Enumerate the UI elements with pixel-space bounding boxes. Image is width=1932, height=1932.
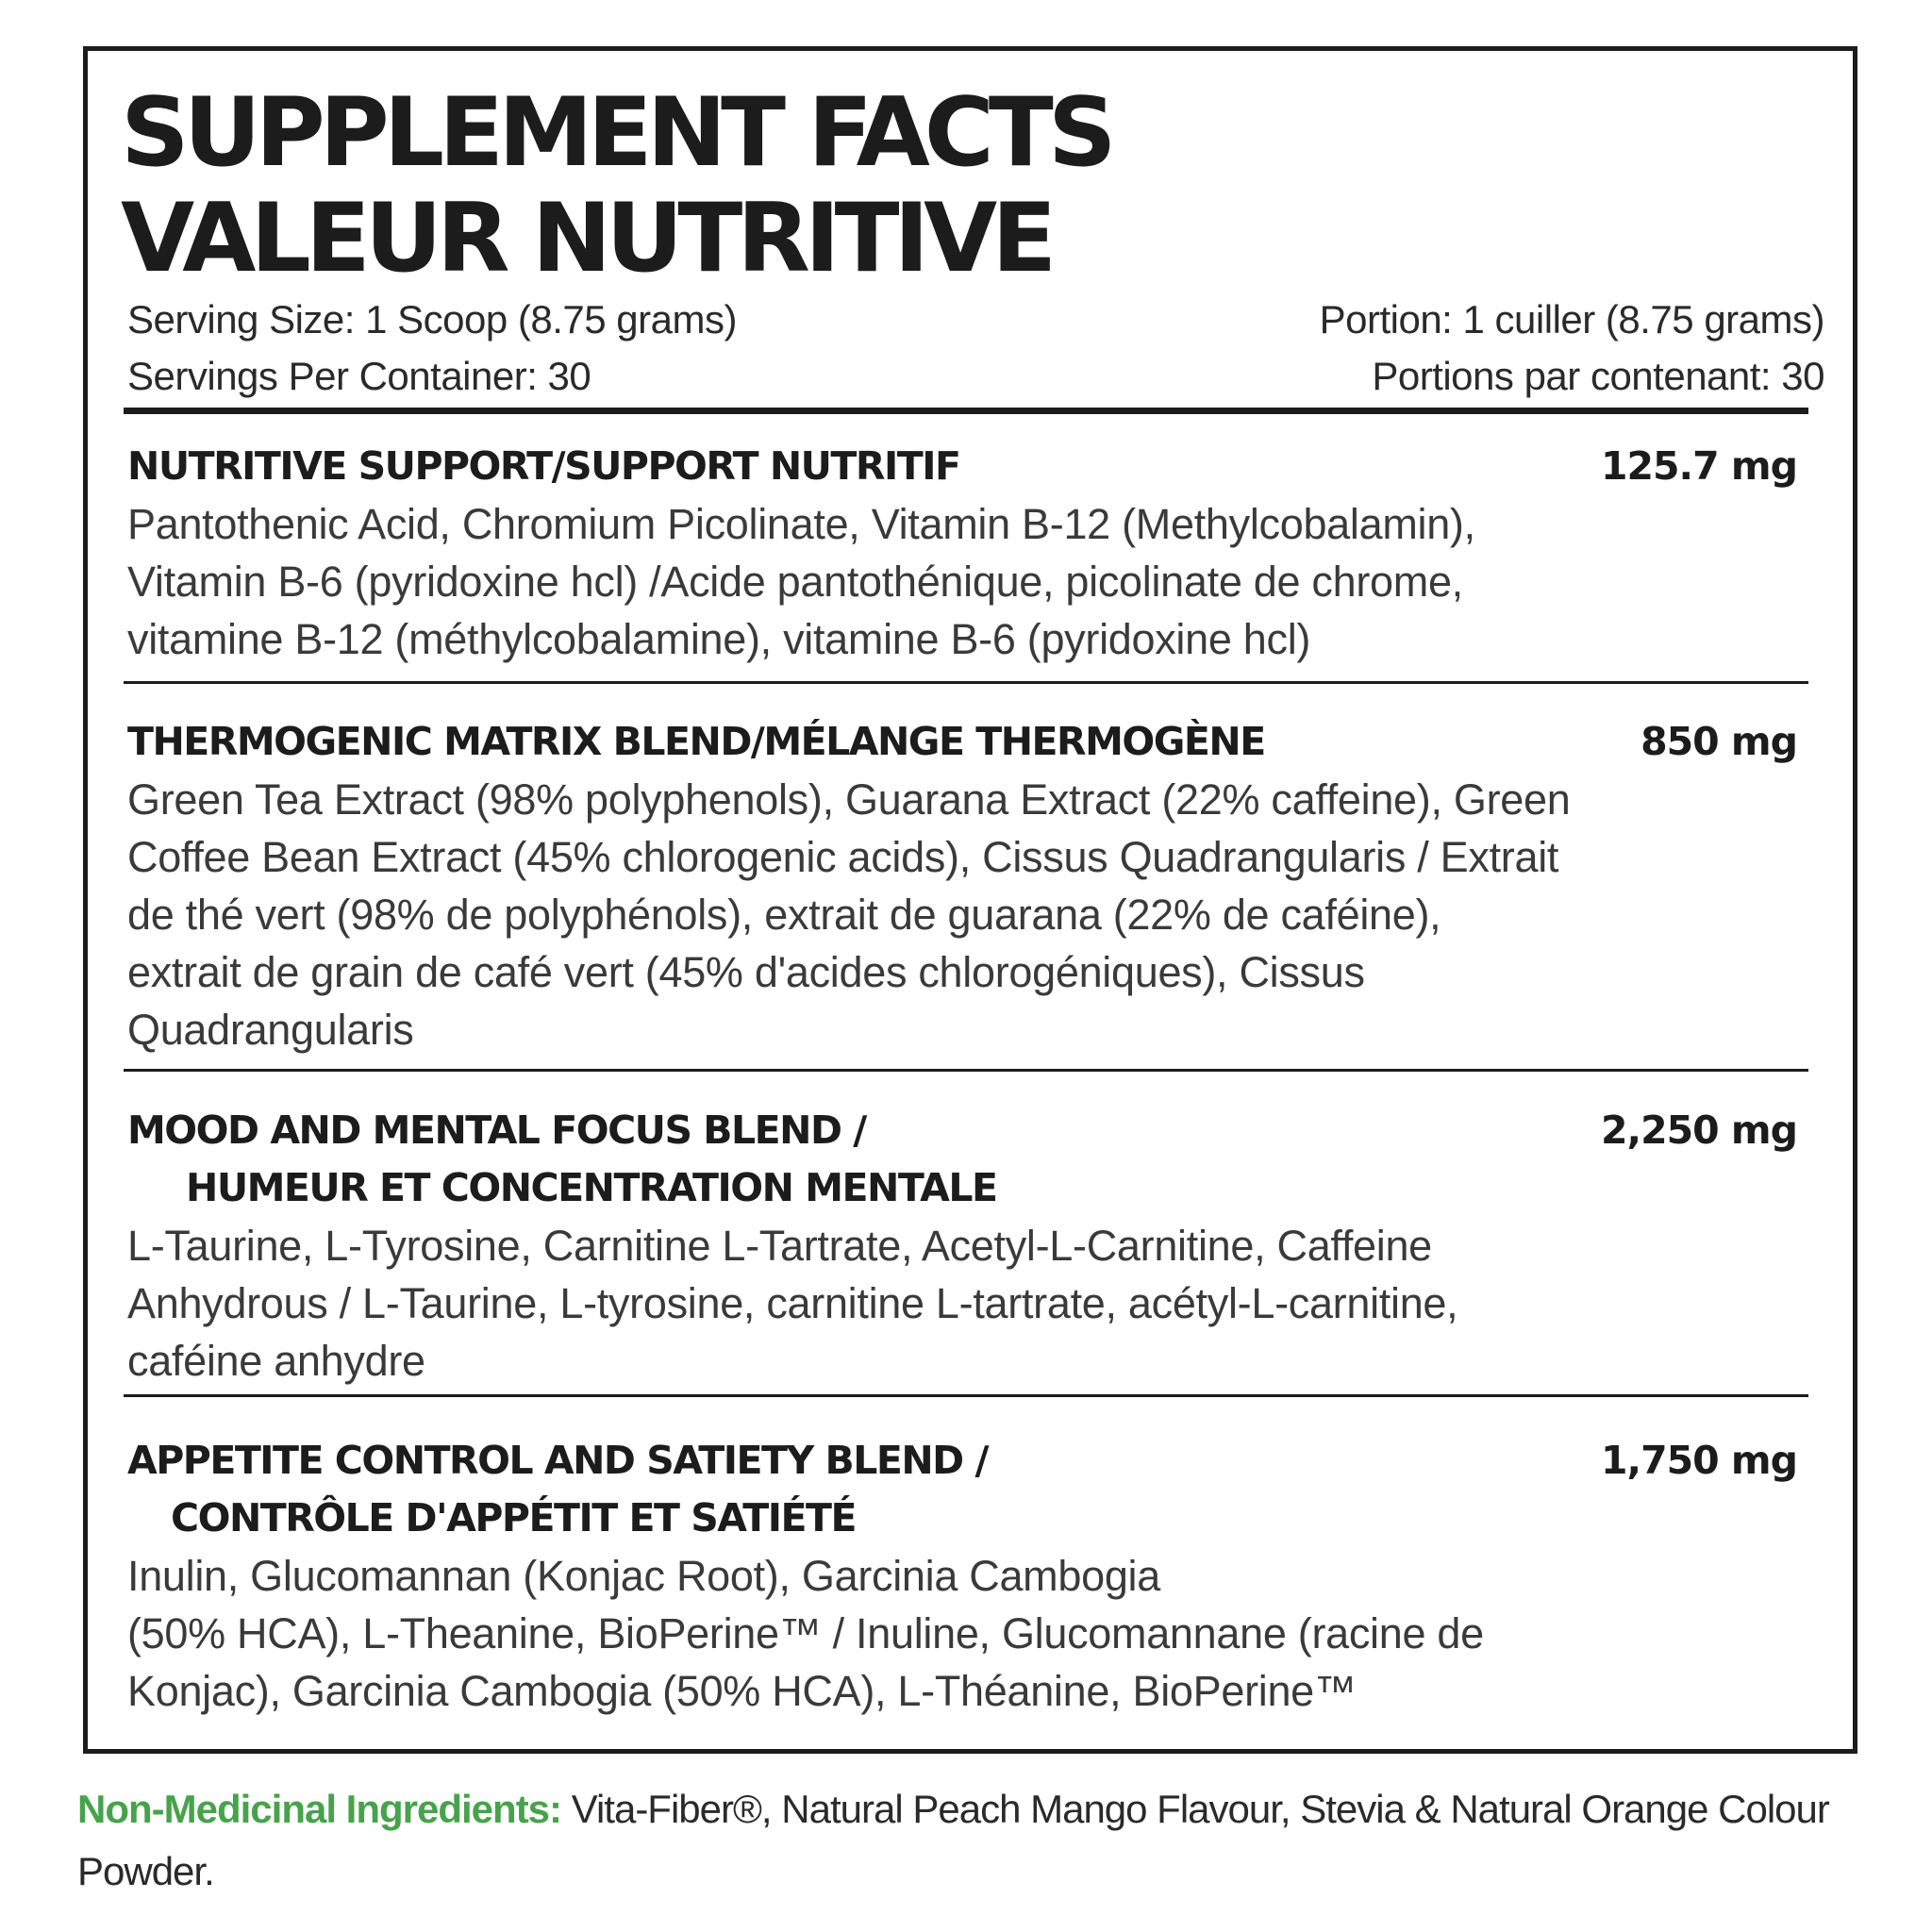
section-heading-line: MOOD AND MENTAL FOCUS BLEND /: [127, 1108, 866, 1153]
ingredient-line: Coffee Bean Extract (45% chlorogenic acids), Cissus Quadrangularis / Extrait: [127, 833, 1559, 881]
panel-title: [121, 76, 1111, 293]
serving-size-french: Portion: 1 cuiller (8.75 grams): [1319, 297, 1824, 341]
servings-per-container-french: Portions par contenant: 30: [1372, 354, 1824, 398]
section-amount: 1,750 mg: [1600, 1438, 1797, 1483]
section-amount: 125.7 mg: [1600, 443, 1797, 489]
section-amount: 850 mg: [1641, 719, 1797, 764]
ingredient-line: Vitamin B-6 (pyridoxine hcl) /Acide pantothénique, picolinate de chrome,: [127, 558, 1463, 606]
serving-info-french: [1320, 291, 1824, 405]
supplement-facts-panel: [83, 46, 1857, 1754]
section-heading: [127, 438, 1807, 495]
ingredient-line: caféine anhydre: [127, 1337, 425, 1385]
ingredient-line: de thé vert (98% de polyphénols), extrait de guarana (22% de caféine),: [127, 891, 1441, 939]
thick-divider: [124, 408, 1808, 414]
ingredient-line: L-Taurine, L-Tyrosine, Carnitine L-Tartrate, Acetyl-L-Carnitine, Caffeine: [127, 1222, 1432, 1270]
section-ingredients: [127, 1547, 1807, 1720]
section-divider: [124, 1394, 1808, 1397]
section-heading-line: APPETITE CONTROL AND SATIETY BLEND /: [127, 1438, 988, 1483]
non-medicinal-line: [77, 1778, 1870, 1840]
section-ingredients: [127, 771, 1807, 1058]
section-amount: 2,250 mg: [1600, 1108, 1797, 1153]
section-heading: [127, 1432, 1807, 1547]
ingredient-line: Quadrangularis: [127, 1006, 414, 1054]
non-medicinal-label: Non-Medicinal Ingredients:: [77, 1787, 562, 1831]
section-mood-mental-focus: [127, 1102, 1807, 1390]
non-medicinal-ingredients: [77, 1778, 1870, 1903]
title-line-english: SUPPLEMENT FACTS: [121, 76, 1111, 188]
section-heading-line: CONTRÔLE D'APPÉTIT ET SATIÉTÉ: [171, 1495, 856, 1541]
section-ingredients: [127, 495, 1807, 668]
non-medicinal-text: Vita-Fiber®, Natural Peach Mango Flavour, Stevia & Natural Orange Colour: [561, 1787, 1829, 1831]
ingredient-line: Green Tea Extract (98% polyphenols), Guarana Extract (22% caffeine), Green: [127, 775, 1571, 824]
section-heading-line: THERMOGENIC MATRIX BLEND/MÉLANGE THERMOGÈNE: [127, 719, 1265, 764]
section-appetite-control: [127, 1432, 1807, 1720]
section-heading: [127, 713, 1807, 771]
ingredient-line: Inulin, Glucomannan (Konjac Root), Garcinia Cambogia: [127, 1552, 1160, 1600]
ingredient-line: vitamine B-12 (méthylcobalamine), vitamine B-6 (pyridoxine hcl): [127, 615, 1311, 663]
servings-per-container-english: Servings Per Container: 30: [127, 354, 591, 398]
title-line-french: VALEUR NUTRITIVE: [121, 182, 1052, 293]
ingredient-line: Konjac), Garcinia Cambogia (50% HCA), L-Théanine, BioPerine™: [127, 1667, 1357, 1715]
ingredient-line: Anhydrous / L-Taurine, L-tyrosine, carnitine L-tartrate, acétyl-L-carnitine,: [127, 1279, 1458, 1327]
ingredient-line: (50% HCA), L-Theanine, BioPerine™ / Inuline, Glucomannane (racine de: [127, 1609, 1484, 1657]
section-heading-line: NUTRITIVE SUPPORT/SUPPORT NUTRITIF: [127, 443, 960, 489]
section-divider: [124, 1069, 1808, 1072]
ingredient-line: extrait de grain de café vert (45% d'acides chlorogéniques), Cissus: [127, 948, 1365, 996]
section-heading: [127, 1102, 1807, 1217]
section-ingredients: [127, 1217, 1807, 1390]
section-divider: [124, 681, 1808, 684]
section-thermogenic-matrix: [127, 713, 1807, 1058]
non-medicinal-text-continued: Powder.: [77, 1849, 214, 1893]
ingredient-line: Pantothenic Acid, Chromium Picolinate, Vitamin B-12 (Methylcobalamin),: [127, 500, 1475, 548]
section-heading-line: HUMEUR ET CONCENTRATION MENTALE: [186, 1165, 997, 1210]
section-nutritive-support: [127, 438, 1807, 668]
serving-size-english: Serving Size: 1 Scoop (8.75 grams): [127, 297, 737, 341]
serving-info-english: [127, 291, 737, 405]
